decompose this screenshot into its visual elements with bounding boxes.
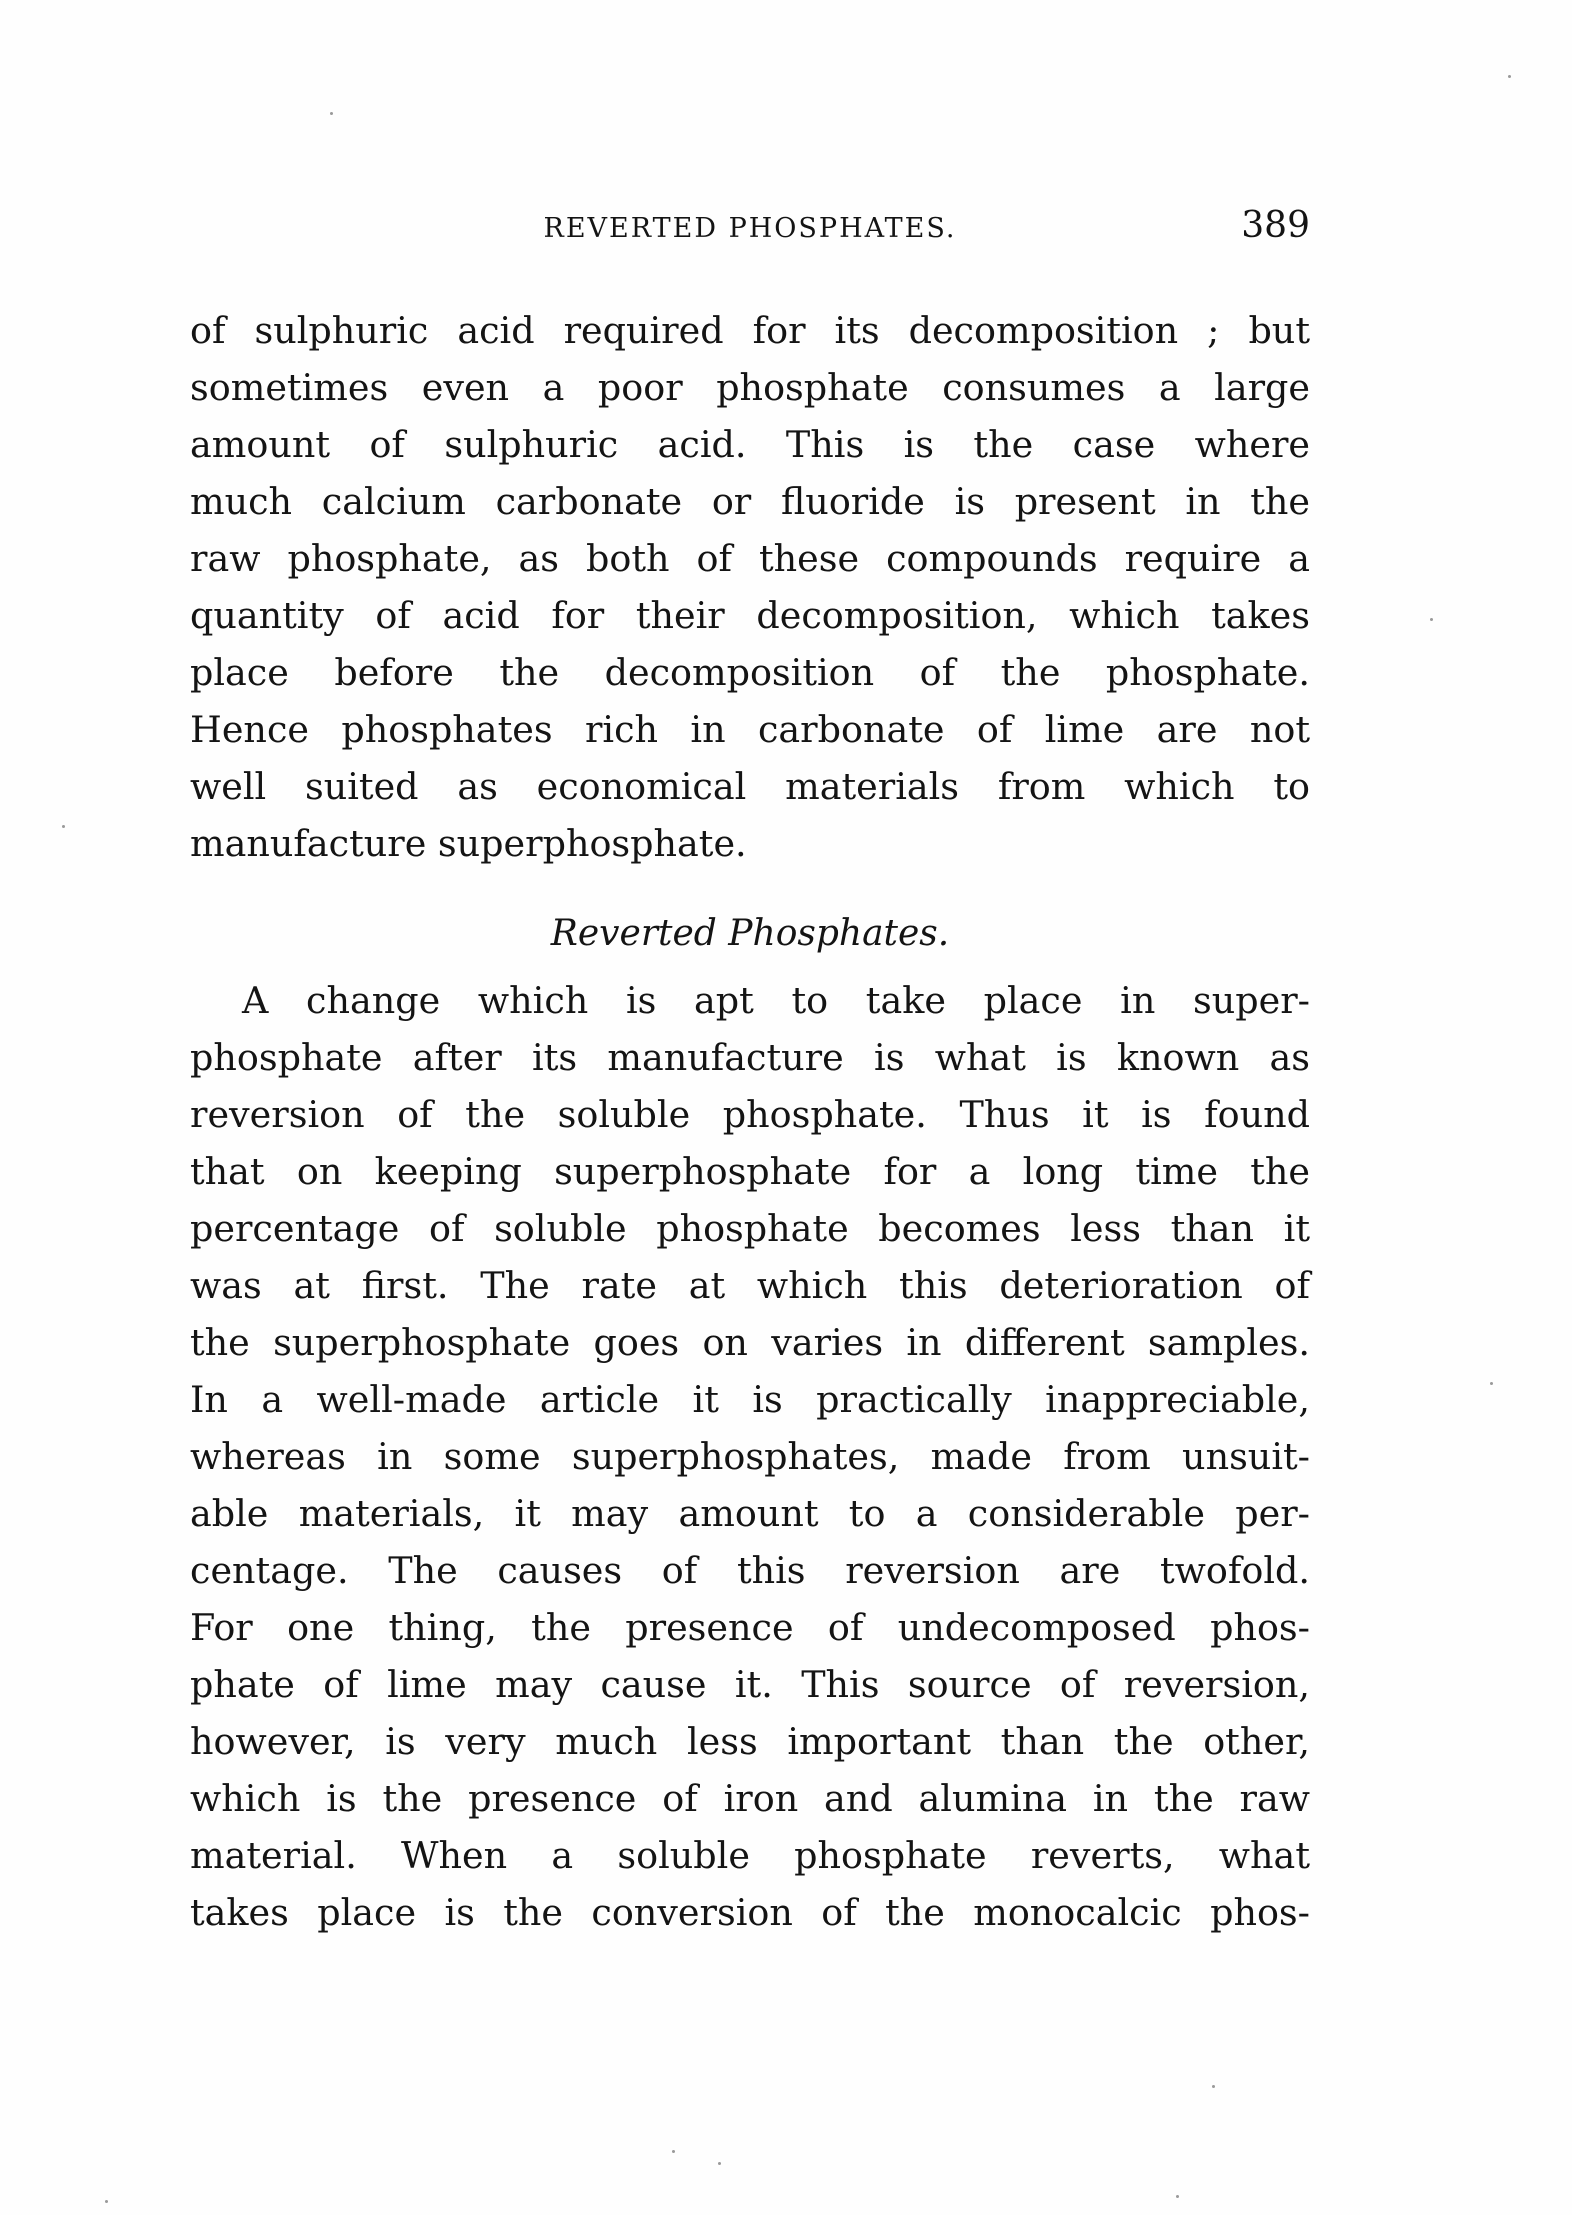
- paper-speck: [1430, 618, 1433, 621]
- paper-speck: [62, 825, 65, 828]
- text-line: percentage of soluble phosphate becomes less than it: [190, 1207, 1310, 1250]
- section-subheading: Reverted Phosphates.: [550, 913, 950, 954]
- text-line: A change which is apt to take place in super-: [242, 979, 1310, 1022]
- text-line: Hence phosphates rich in carbonate of lime are not: [190, 708, 1310, 751]
- text-line: much calcium carbonate or fluoride is present in the: [190, 480, 1310, 523]
- paragraph-reverted-phosphates: [190, 972, 1310, 1941]
- text-line: whereas in some superphosphates, made from unsuit-: [190, 1435, 1310, 1478]
- text-line: takes place is the conversion of the monocalcic phos-: [190, 1891, 1310, 1934]
- paper-speck: [1490, 1382, 1493, 1385]
- paper-speck: [105, 2200, 108, 2203]
- paragraph-continued: [190, 302, 1310, 872]
- text-line: which is the presence of iron and alumina in the raw: [190, 1777, 1310, 1820]
- text-line: phate of lime may cause it. This source of reversion,: [190, 1663, 1310, 1706]
- paper-speck: [1212, 2085, 1215, 2088]
- page-number: 389: [1241, 205, 1310, 246]
- text-line: of sulphuric acid required for its decomposition ; but: [190, 309, 1310, 352]
- paper-speck: [1176, 2195, 1179, 2198]
- text-line: For one thing, the presence of undecomposed phos-: [190, 1606, 1310, 1649]
- text-line: reversion of the soluble phosphate. Thus it is found: [190, 1093, 1310, 1136]
- text-line: quantity of acid for their decomposition, which takes: [190, 594, 1310, 637]
- running-head: REVERTED PHOSPHATES.: [543, 213, 957, 244]
- text-line: place before the decomposition of the phosphate.: [190, 651, 1310, 694]
- paper-speck: [672, 2150, 675, 2153]
- page-header: [190, 205, 1310, 255]
- text-line: sometimes even a poor phosphate consumes a large: [190, 366, 1310, 409]
- text-line: manufacture superphosphate.: [190, 822, 747, 865]
- text-line: however, is very much less important than the other,: [190, 1720, 1310, 1763]
- text-line: was at first. The rate at which this deterioration of: [190, 1264, 1310, 1307]
- text-line: well suited as economical materials from which to: [190, 765, 1310, 808]
- text-line: amount of sulphuric acid. This is the case where: [190, 423, 1310, 466]
- paper-speck: [330, 112, 333, 115]
- paper-speck: [1508, 75, 1511, 78]
- text-line: In a well-made article it is practically inappreciable,: [190, 1378, 1310, 1421]
- text-line: raw phosphate, as both of these compounds require a: [190, 537, 1310, 580]
- text-line: phosphate after its manufacture is what is known as: [190, 1036, 1310, 1079]
- text-line: that on keeping superphosphate for a long time the: [190, 1150, 1310, 1193]
- text-line: material. When a soluble phosphate reverts, what: [190, 1834, 1310, 1877]
- text-line: able materials, it may amount to a considerable per-: [190, 1492, 1310, 1535]
- text-line: the superphosphate goes on varies in different samples.: [190, 1321, 1310, 1364]
- text-line: centage. The causes of this reversion are twofold.: [190, 1549, 1310, 1592]
- paper-speck: [718, 2162, 721, 2165]
